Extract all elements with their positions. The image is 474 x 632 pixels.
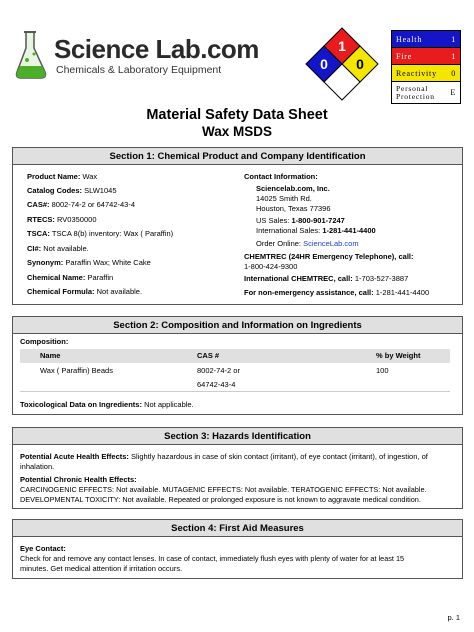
acute-effects-line-2: inhalation.	[20, 462, 55, 471]
eye-contact-line-1: Check for and remove any contact lenses. In case of contact, immediately flush eyes with plenty of water for at least 15	[20, 554, 405, 563]
order-online: Order Online: ScienceLab.com	[256, 239, 359, 248]
composition-table-header	[20, 349, 450, 363]
cas-number: CAS#: 8002-74-2 or 64742-43-4	[27, 200, 136, 209]
document-title: Material Safety Data Sheet	[146, 107, 328, 123]
col-cas: CAS #	[197, 351, 220, 360]
ingredient-weight: 100	[376, 366, 389, 375]
nfpa-fire-value: 1	[338, 38, 346, 54]
chronic-effects-line-2: DEVELOPMENTAL TOXICITY: Not available. Repeated or prolonged exposure is not known to aggravate medical condition.	[20, 495, 421, 504]
section-3	[12, 427, 463, 509]
chronic-effects-line-1: CARCINOGENIC EFFECTS: Not available. MUTAGENIC EFFECTS: Not available. TERATOGENIC EFFECTS: Not available.	[20, 485, 427, 494]
section-1-heading: Section 1: Chemical Product and Company Identification	[13, 148, 462, 165]
product-name: Product Name: Wax	[27, 172, 98, 181]
chemtrec-number: 1-800-424-9300	[244, 262, 298, 271]
sciencelab-link[interactable]: ScienceLab.com	[303, 239, 359, 248]
col-weight: % by Weight	[376, 351, 421, 360]
catalog-codes: Catalog Codes: SLW1045	[27, 186, 117, 195]
flask-icon	[14, 26, 50, 82]
section-3-heading: Section 3: Hazards Identification	[13, 428, 462, 445]
toxicological-data: Toxicological Data on Ingredients: Not applicable.	[20, 400, 194, 409]
section-4-heading: Section 4: First Aid Measures	[13, 520, 462, 537]
company-name: Sciencelab.com, Inc.	[256, 184, 330, 193]
non-emergency: For non-emergency assistance, call: 1-281-441-4400	[244, 288, 430, 297]
company-address-2: Houston, Texas 77396	[256, 204, 331, 213]
hmis-fire-value: 1	[451, 51, 456, 61]
hmis-reactivity-label: Reactivity	[396, 68, 437, 78]
section-2	[12, 316, 463, 415]
hmis-health-value: 1	[451, 34, 456, 44]
chemical-formula: Chemical Formula: Not available.	[27, 287, 143, 296]
hmis-fire-label: Fire	[396, 51, 413, 61]
ingredient-name: Wax ( Paraffin) Beads	[40, 366, 113, 375]
hmis-reactivity-value: 0	[451, 68, 456, 78]
col-name: Name	[40, 351, 61, 360]
hmis-fire-row	[392, 48, 460, 65]
hmis-ppe-label: Personal Protection	[396, 83, 435, 101]
logo-wordmark: Science Lab.com	[54, 34, 259, 64]
eye-contact-label: Eye Contact:	[20, 544, 66, 553]
hmis-rating-box	[391, 30, 461, 104]
nfpa-health-value: 0	[320, 56, 328, 72]
hmis-health-label: Health	[396, 34, 423, 44]
synonym: Synonym: Paraffin Wax; White Cake	[27, 258, 151, 267]
us-sales: US Sales: 1-800-901-7247	[256, 216, 345, 225]
page-number: p. 1	[447, 613, 460, 622]
acute-effects-line-1: Potential Acute Health Effects: Slightly hazardous in case of skin contact (irritant), of eye contact (irritant), of ingestion, of	[20, 452, 428, 461]
hmis-health-row	[392, 31, 460, 48]
chemical-name: Chemical Name: Paraffin	[27, 273, 114, 282]
contact-info-label: Contact Information:	[244, 172, 318, 181]
chronic-effects-label: Potential Chronic Health Effects:	[20, 475, 137, 484]
logo-tagline: Chemicals & Laboratory Equipment	[56, 64, 222, 76]
table-row	[20, 364, 450, 392]
section-1	[12, 147, 463, 305]
ingredient-cas-1: 8002-74-2 or	[197, 366, 240, 375]
chemtrec-label: CHEMTREC (24HR Emergency Telephone), call:	[244, 252, 414, 261]
hmis-ppe-row	[392, 82, 460, 103]
international-chemtrec: International CHEMTREC, call: 1-703-527-3887	[244, 274, 409, 283]
hmis-ppe-value: E	[450, 88, 456, 97]
company-address-1: 14025 Smith Rd.	[256, 194, 312, 203]
hmis-reactivity-row	[392, 65, 460, 82]
composition-label: Composition:	[20, 337, 69, 346]
rtecs: RTECS: RV0350000	[27, 215, 97, 224]
nfpa-reactivity-value: 0	[356, 56, 364, 72]
document-subtitle: Wax MSDS	[201, 124, 272, 139]
nfpa-diamond	[304, 26, 380, 102]
section-2-heading: Section 2: Composition and Information on Ingredients	[13, 317, 462, 334]
section-4	[12, 519, 463, 579]
ingredient-cas-2: 64742-43-4	[197, 380, 236, 389]
eye-contact-line-2: minutes. Get medical attention if irritation occurs.	[20, 564, 183, 573]
sciencelab-logo	[14, 26, 259, 82]
international-sales: International Sales: 1-281-441-4400	[256, 226, 376, 235]
tsca: TSCA: TSCA 8(b) inventory: Wax ( Paraffin)	[27, 229, 174, 238]
ci-number: CI#: Not available.	[27, 244, 89, 253]
